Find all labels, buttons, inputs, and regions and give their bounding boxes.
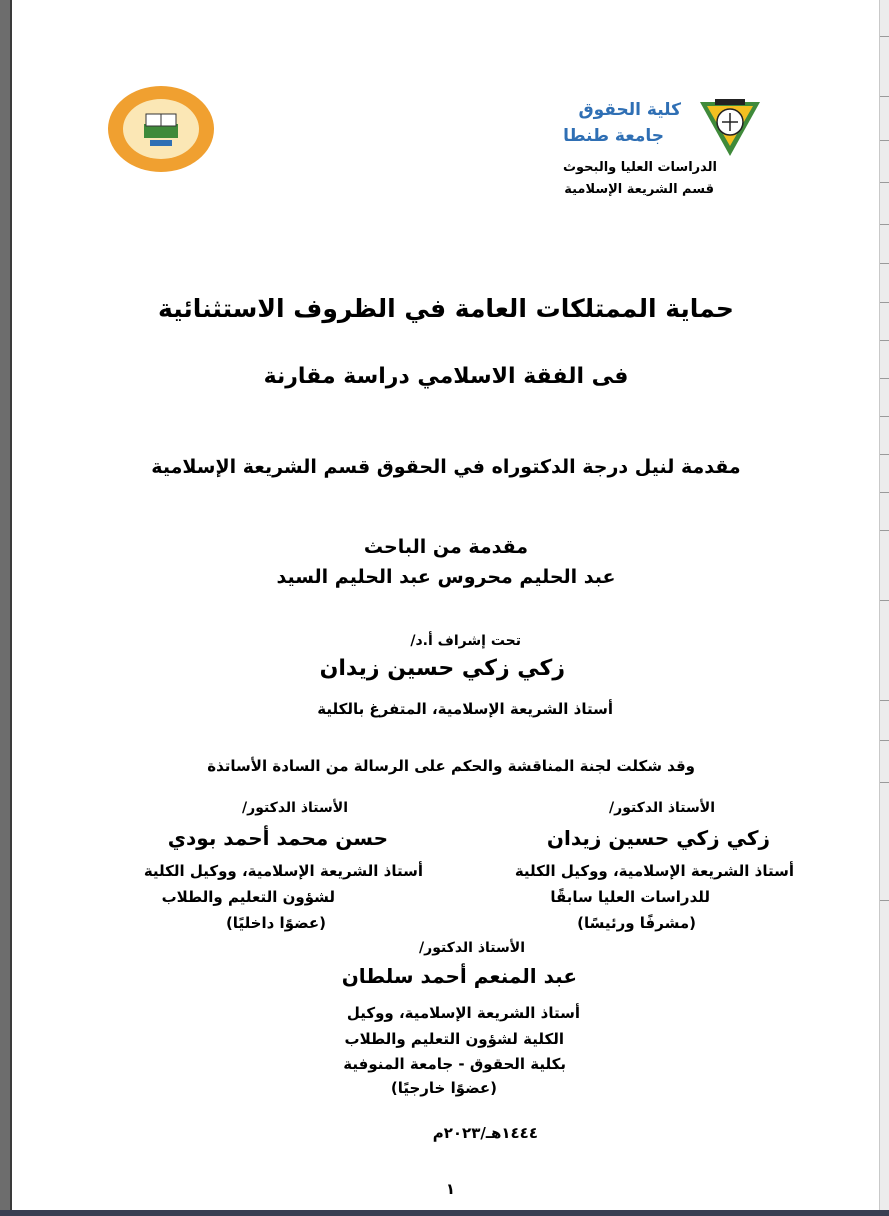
- committee-right-name: زكي زكي حسين زيدان: [546, 826, 770, 850]
- committee-right-line1: أستاذ الشريعة الإسلامية، ووكيل الكلية: [514, 862, 794, 880]
- faculty-name: كلية الحقوق: [578, 100, 681, 120]
- department-line2: قسم الشريعة الإسلامية: [564, 182, 714, 197]
- committee-left-label: الأستاذ الدكتور/: [242, 800, 348, 816]
- committee-right-label: الأستاذ الدكتور/: [609, 800, 715, 816]
- supervisor-title: أستاذ الشريعة الإسلامية، المتفرغ بالكلية: [317, 700, 613, 718]
- supervisor-name: زكي زكي حسين زيدان: [319, 656, 565, 681]
- department-line1: الدراسات العليا والبحوث: [562, 160, 717, 175]
- viewer-left-frame-edge: [10, 0, 12, 1216]
- university-name: جامعة طنطا: [563, 126, 664, 146]
- degree-statement: مقدمة لنيل درجة الدكتوراه في الحقوق قسم الشريعة الإسلامية: [151, 456, 741, 478]
- viewer-scrollbar[interactable]: [879, 0, 889, 1216]
- committee-center-line3: بكلية الحقوق - جامعة المنوفية: [343, 1055, 566, 1073]
- faculty-emblem: [697, 96, 763, 158]
- researcher-label: مقدمة من الباحث: [363, 536, 529, 558]
- committee-intro: وقد شكلت لجنة المناقشة والحكم على الرسالة من السادة الأساتذة: [207, 757, 695, 775]
- committee-left-role: (عضوًا داخليًا): [225, 914, 326, 932]
- committee-left-line1: أستاذ الشريعة الإسلامية، ووكيل الكلية: [143, 862, 423, 880]
- committee-center-name: عبد المنعم أحمد سلطان: [341, 964, 577, 988]
- committee-left-name: حسن محمد أحمد بودي: [167, 826, 388, 850]
- supervisor-label: تحت إشراف أ.د/: [410, 633, 521, 649]
- researcher-name: عبد الحليم محروس عبد الحليم السيد: [276, 566, 616, 588]
- viewer-bottom-bar: [0, 1210, 889, 1216]
- tanta-university-logo: [106, 84, 216, 174]
- thesis-date: ١٤٤٤هـ/٢٠٢٣م: [432, 1124, 538, 1142]
- committee-right-line2: للدراسات العليا سابقًا: [550, 888, 710, 906]
- committee-center-line1: أستاذ الشريعة الإسلامية، ووكيل: [346, 1004, 580, 1022]
- document-page: [14, 0, 878, 1210]
- committee-center-label: الأستاذ الدكتور/: [419, 940, 525, 956]
- committee-center-role: (عضوًا خارجيًا): [390, 1079, 497, 1097]
- committee-center-line2: الكلية لشؤون التعليم والطلاب: [344, 1030, 564, 1048]
- thesis-title-line1: حماية الممتلكات العامة في الظروف الاستثنائية: [158, 294, 734, 323]
- committee-right-role: (مشرفًا ورئيسًا): [577, 914, 696, 932]
- committee-left-line2: لشؤون التعليم والطلاب: [161, 888, 335, 906]
- thesis-title-line2: فى الفقة الاسلامي دراسة مقارنة: [263, 364, 629, 389]
- page-number: ١: [445, 1180, 455, 1198]
